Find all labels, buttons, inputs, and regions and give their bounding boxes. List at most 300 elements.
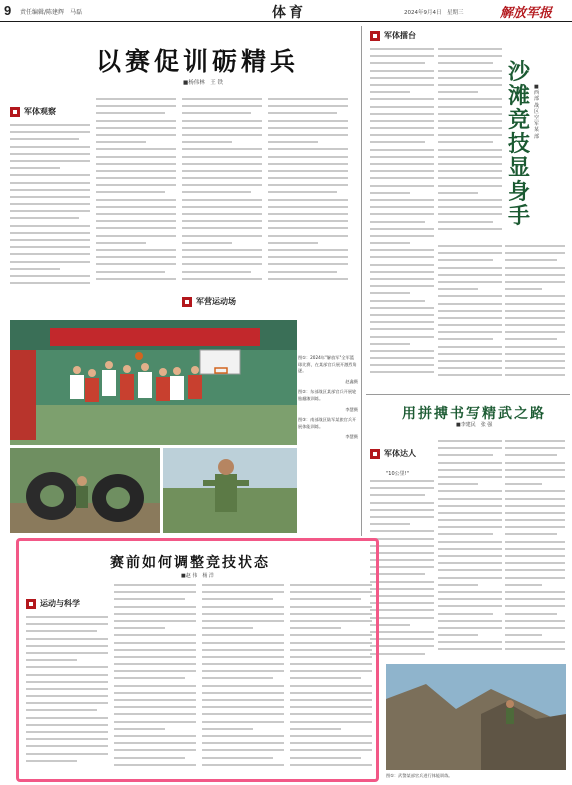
text-line: [438, 91, 478, 93]
text-line: [290, 606, 372, 608]
text-line: [505, 245, 565, 247]
text-line: [182, 141, 232, 143]
text-line: [96, 227, 176, 229]
text-line: [114, 620, 196, 622]
text-line: [96, 256, 176, 258]
text-line: [202, 699, 284, 701]
text-line: [370, 192, 410, 194]
text-line: [438, 213, 502, 215]
text-line: [438, 591, 502, 593]
text-line: [438, 555, 502, 557]
text-line: [26, 645, 108, 647]
text-line: [182, 278, 262, 280]
text-line: [114, 735, 196, 737]
text-line: [96, 184, 176, 186]
text-line: [26, 760, 77, 762]
text-line: [26, 623, 108, 625]
text-line: [268, 177, 348, 179]
text-line: [438, 367, 502, 369]
text-line: [505, 252, 565, 254]
text-line: [438, 346, 502, 348]
text-line: [290, 598, 361, 600]
text-line: [26, 738, 108, 740]
text-line: [290, 642, 372, 644]
text-line: [114, 591, 196, 593]
text-line: [10, 217, 79, 219]
text-line: [26, 724, 108, 726]
beach-vertical-title: 沙滩竞技显身手: [508, 59, 531, 229]
text-line: [202, 764, 284, 766]
text-line: [438, 252, 502, 254]
text-line: [438, 620, 502, 622]
text-line: [182, 271, 251, 273]
text-line: [268, 163, 348, 165]
right-article-col-2: [438, 440, 502, 660]
text-line: [438, 199, 502, 201]
section-marker-icon: [10, 107, 20, 117]
text-line: [438, 613, 493, 615]
text-line: [96, 220, 176, 222]
text-line: [438, 106, 502, 108]
text-line: [438, 483, 478, 485]
text-line: [290, 699, 372, 701]
text-line: [26, 753, 108, 755]
text-line: [290, 584, 372, 586]
text-line: [438, 192, 478, 194]
text-line: [438, 598, 502, 600]
text-line: [202, 598, 273, 600]
text-line: [438, 267, 502, 269]
text-line: [290, 735, 372, 737]
text-line: [96, 134, 176, 136]
text-line: [370, 278, 434, 280]
text-line: [114, 649, 196, 651]
text-line: [438, 303, 502, 305]
text-line: [505, 620, 565, 622]
text-line: [505, 447, 565, 449]
text-line: [202, 685, 284, 687]
text-line: [505, 462, 565, 464]
text-line: [438, 185, 502, 187]
text-line: [505, 338, 557, 340]
text-line: [202, 749, 284, 751]
text-line: [505, 533, 557, 535]
text-line: [438, 584, 478, 586]
text-line: [268, 206, 348, 208]
text-line: [438, 454, 493, 456]
text-line: [10, 268, 60, 270]
text-line: [268, 141, 318, 143]
text-line: [114, 706, 196, 708]
text-line: [202, 649, 284, 651]
text-line: [26, 681, 108, 683]
text-line: [96, 206, 176, 208]
text-line: [182, 199, 262, 201]
text-line: [438, 221, 493, 223]
tire-training-illustration: [10, 448, 160, 533]
text-line: [202, 757, 273, 759]
text-line: [438, 533, 493, 535]
main-article-body-col-3: [182, 98, 262, 290]
text-line: [268, 120, 348, 122]
text-line: [438, 141, 493, 143]
box-article-col-4: [290, 584, 372, 774]
text-line: [202, 735, 284, 737]
text-line: [438, 288, 478, 290]
text-line: [370, 307, 434, 309]
text-line: [202, 721, 284, 723]
text-line: [370, 494, 425, 496]
text-line: [370, 530, 434, 532]
text-line: [268, 199, 348, 201]
text-line: [268, 184, 348, 186]
text-line: [182, 184, 262, 186]
text-line: [438, 627, 502, 629]
text-line: [370, 602, 434, 604]
text-line: [290, 627, 341, 629]
text-line: [438, 634, 478, 636]
text-line: [505, 605, 565, 607]
text-line: [438, 360, 502, 362]
text-line: [438, 156, 502, 158]
text-line: [438, 526, 502, 528]
text-line: [182, 170, 262, 172]
text-line: [96, 170, 176, 172]
text-line: [505, 483, 542, 485]
text-line: [438, 70, 502, 72]
text-line: [438, 324, 502, 326]
box-article-headline: 赛前如何调整竞技状态: [110, 555, 270, 571]
text-line: [505, 512, 565, 514]
text-line: [202, 656, 284, 658]
text-line: [96, 271, 165, 273]
text-line: [290, 685, 372, 687]
photo-soldier-training: [163, 448, 297, 533]
text-line: [182, 220, 262, 222]
text-line: [438, 281, 502, 283]
text-line: [505, 295, 565, 297]
text-line: [182, 156, 262, 158]
text-line: [370, 242, 410, 244]
text-line: [182, 112, 251, 114]
text-line: [370, 141, 425, 143]
text-line: [370, 120, 434, 122]
text-line: [10, 124, 90, 126]
text-line: [438, 228, 502, 230]
text-line: [505, 310, 565, 312]
text-line: [505, 281, 565, 283]
text-line: [182, 227, 262, 229]
text-line: [438, 476, 502, 478]
text-line: [114, 685, 196, 687]
text-line: [438, 548, 502, 550]
text-line: [505, 346, 565, 348]
text-line: [290, 713, 372, 715]
text-line: [202, 606, 284, 608]
section-marker-icon: [26, 599, 36, 609]
photo-tire-training: [10, 448, 160, 533]
page-header: [0, 0, 572, 22]
text-line: [438, 605, 502, 607]
text-line: [290, 620, 372, 622]
text-line: [505, 317, 565, 319]
text-line: [370, 552, 434, 554]
text-line: [370, 559, 434, 561]
text-line: [114, 598, 185, 600]
text-line: [26, 688, 108, 690]
text-line: [268, 134, 348, 136]
text-line: [96, 127, 176, 129]
text-line: [182, 105, 262, 107]
text-line: [182, 98, 262, 100]
text-line: [505, 519, 565, 521]
text-line: [182, 242, 232, 244]
text-line: [114, 670, 196, 672]
text-line: [268, 191, 337, 193]
text-line: [438, 127, 502, 129]
text-line: [114, 721, 196, 723]
text-line: [370, 638, 434, 640]
text-line: [438, 120, 502, 122]
text-line: [505, 476, 565, 478]
text-line: [370, 595, 434, 597]
section-marker-icon: [182, 297, 192, 307]
text-line: [438, 84, 502, 86]
text-line: [505, 267, 565, 269]
text-line: [370, 516, 434, 518]
text-line: [202, 634, 284, 636]
text-line: [268, 256, 348, 258]
text-line: [438, 562, 502, 564]
text-line: [370, 134, 434, 136]
text-line: [370, 199, 434, 201]
text-line: [370, 249, 434, 251]
box-article-byline: ■赵 伟 杨 洋: [181, 573, 214, 579]
text-line: [202, 728, 253, 730]
text-line: [26, 616, 108, 618]
text-line: [370, 228, 434, 230]
text-line: [370, 566, 434, 568]
text-line: [96, 249, 176, 251]
text-line: [505, 367, 565, 369]
text-line: [268, 271, 337, 273]
text-line: [182, 134, 262, 136]
text-line: [182, 213, 262, 215]
text-line: [370, 617, 434, 619]
text-line: [505, 469, 565, 471]
text-line: [370, 156, 434, 158]
text-line: [290, 677, 361, 679]
text-line: [505, 303, 565, 305]
text-line: [438, 338, 493, 340]
main-headline: 以赛促训砺精兵: [96, 47, 300, 76]
text-line: [505, 591, 565, 593]
text-line: [114, 742, 196, 744]
text-line: [96, 98, 176, 100]
text-line: [370, 285, 434, 287]
text-line: [10, 210, 90, 212]
text-line: [438, 77, 502, 79]
beach-article-col-2b: [438, 245, 502, 386]
text-line: [96, 278, 176, 280]
main-article-body-col-1: [10, 124, 90, 290]
beach-article-col-2: [438, 48, 502, 238]
text-line: [26, 652, 108, 654]
text-line: [114, 656, 196, 658]
text-line: [370, 480, 434, 482]
text-line: [438, 440, 502, 442]
text-line: [10, 239, 90, 241]
text-line: [268, 148, 348, 150]
text-line: [370, 271, 434, 273]
text-line: [202, 670, 284, 672]
text-line: [370, 609, 434, 611]
text-line: [370, 314, 434, 316]
text-line: [182, 249, 262, 251]
section-marker-icon: [370, 449, 380, 459]
text-line: [370, 364, 434, 366]
beach-article-col-1: [370, 48, 434, 386]
text-line: [202, 742, 284, 744]
text-line: [114, 663, 196, 665]
text-line: [438, 259, 493, 261]
text-line: [370, 206, 434, 208]
right-article-byline: ■李建民 张 强: [456, 422, 493, 428]
text-line: [505, 288, 542, 290]
text-line: [505, 577, 565, 579]
text-line: [202, 584, 284, 586]
text-line: [202, 642, 284, 644]
text-line: [370, 328, 434, 330]
text-line: [96, 141, 146, 143]
text-line: [370, 343, 410, 345]
box-article-col-2: [114, 584, 196, 774]
text-line: [96, 235, 176, 237]
text-line: [290, 721, 372, 723]
text-line: [182, 256, 262, 258]
text-line: [505, 634, 542, 636]
caption-credit: 李慧摄: [345, 406, 358, 412]
text-line: [505, 259, 557, 261]
text-line: [505, 569, 565, 571]
beach-article-col-3: [505, 245, 565, 386]
photo-captions: [298, 355, 358, 445]
text-line: [438, 317, 502, 319]
text-line: [114, 642, 196, 644]
text-line: [370, 300, 425, 302]
text-line: [370, 163, 434, 165]
text-line: [505, 613, 557, 615]
text-line: [10, 153, 90, 155]
right-article-col-1: [370, 480, 434, 660]
basketball-scene-illustration: [10, 320, 297, 445]
text-line: [10, 138, 79, 140]
text-line: [370, 538, 434, 540]
text-line: [370, 185, 434, 187]
text-line: [505, 274, 565, 276]
text-line: [96, 148, 176, 150]
text-line: [26, 659, 77, 661]
text-line: [505, 454, 557, 456]
text-line: [10, 253, 90, 255]
text-line: [438, 331, 502, 333]
text-line: [182, 148, 262, 150]
text-line: [202, 677, 273, 679]
text-line: [290, 663, 372, 665]
text-line: [268, 98, 348, 100]
text-line: [505, 541, 565, 543]
caption-text: 图②：东部战区某部官兵开展轮胎翻滚训练。: [298, 389, 357, 401]
text-line: [268, 249, 348, 251]
text-line: [10, 167, 60, 169]
text-line: [268, 156, 348, 158]
text-line: [438, 170, 502, 172]
text-line: [96, 112, 165, 114]
text-line: [26, 745, 108, 747]
text-line: [10, 131, 90, 133]
text-line: [26, 717, 108, 719]
text-line: [370, 321, 434, 323]
text-line: [10, 275, 90, 277]
text-line: [438, 245, 502, 247]
text-line: [114, 613, 196, 615]
text-line: [505, 526, 565, 528]
text-line: [268, 127, 348, 129]
text-line: [438, 310, 502, 312]
text-line: [438, 163, 502, 165]
text-line: [290, 656, 372, 658]
text-line: [505, 324, 565, 326]
text-line: [438, 498, 502, 500]
text-line: [290, 728, 341, 730]
text-line: [505, 490, 565, 492]
text-line: [438, 648, 502, 650]
main-byline: ■杨伟林 王 铁: [183, 80, 223, 86]
text-line: [202, 620, 284, 622]
text-line: [438, 206, 502, 208]
caption-credit: 赵鑫摄: [345, 378, 358, 384]
text-line: [290, 692, 372, 694]
text-line: [370, 235, 434, 237]
main-article-body-col-2: [96, 98, 176, 290]
text-line: [370, 509, 434, 511]
text-line: [96, 242, 146, 244]
text-line: [26, 702, 108, 704]
text-line: [268, 263, 348, 265]
text-line: [182, 127, 262, 129]
text-line: [114, 699, 196, 701]
text-line: [268, 227, 348, 229]
text-line: [26, 709, 97, 711]
text-line: [438, 353, 502, 355]
text-line: [438, 98, 502, 100]
text-line: [438, 55, 502, 57]
text-line: [114, 606, 196, 608]
text-line: [290, 649, 372, 651]
text-line: [438, 62, 493, 64]
text-line: [370, 336, 434, 338]
text-line: [10, 174, 90, 176]
text-line: [10, 146, 90, 148]
text-line: [505, 360, 565, 362]
text-line: [438, 505, 502, 507]
text-line: [290, 613, 372, 615]
text-line: [10, 203, 90, 205]
text-line: [370, 357, 434, 359]
right-article-col-3: [505, 440, 565, 660]
text-line: [438, 134, 502, 136]
text-line: [10, 225, 90, 227]
